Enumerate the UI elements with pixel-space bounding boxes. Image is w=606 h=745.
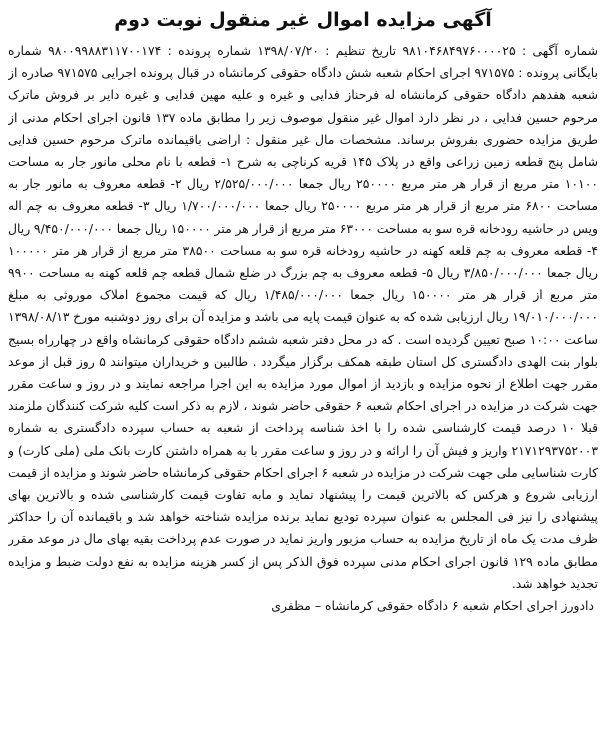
notice-title: آگهی مزایده اموال غیر منقول نوبت دوم <box>114 9 492 31</box>
auction-notice <box>8 6 598 739</box>
notice-body: شماره آگهی : ۹۸۱۰۴۶۸۴۹۷۶۰۰۰۰۲۵ تاریخ تنظیم : ۱۳۹۸/۰۷/۲۰ شماره پرونده : ۹۸۰۰۹۹۸۸۳۱۱۷۰۰۱۷۴ شماره بایگانی پرونده : ۹۷۱۵۷۵ اجرای احکام شعبه شش دادگاه حقوقی کرمانشاه در قبال پرونده اجرایی ۹۷۱۵۷۵ صادره از شعبه هفدهم دادگاه حقوقی کرمانشاه له فرحناز فدایی و غیره و علیه مهین فدایی و غیره دایر بر فروش ماترک مرحوم حسین فدایی ، در نظر دارد اموال غیر منقول موصوف زیر را مطابق ماده ۱۳۷ قانون اجرای احکام مدنی از طریق مزایده حضوری بفروش برساند. مشخصات مال غیر منقول : اراضی باقیمانده ماترک مرحوم حسین فدایی شامل پنج قطعه زمین زراعی واقع در پلاک ۱۴۵ قریه کرناچی به شرح ۱- قطعه با نام محلی مانور جار به مساحت ۱۰۱۰۰ متر مربع از قرار هر متر مربع ۲۵۰۰۰۰ ریال جمعا ۲/۵۲۵/۰۰۰/۰۰۰ ریال ۲- قطعه معروف به مانور جار به مساحت ۶۸۰۰ متر مربع از قرار هر متر مربع ۲۵۰۰۰۰ ریال جمعا ۱/۷۰۰/۰۰۰/۰۰۰ ریال ۳- قطعه معروف به چم اله ویس در حاشیه رودخانه قره سو به مساحت ۶۳۰۰۰ متر مربع از قرار هر متر ۱۵۰۰۰۰ ریال جمعا ۹/۴۵۰/۰۰۰/۰۰۰ ریال ۴- قطعه معروف به چم قلعه کهنه در حاشیه رودخانه قره سو به مساحت ۳۸۵۰۰ متر مربع از قرار هر متر ۱۰۰۰۰۰ ریال جمعا ۳/۸۵۰/۰۰۰/۰۰۰ ریال ۵- قطعه معروف به چم بزرگ در ضلع شمال قطعه چم قلعه کهنه به مساحت ۹۹۰۰ متر مربع از قرار هر متر ۱۵۰۰۰۰ ریال جمعا ۱/۴۸۵/۰۰۰/۰۰۰ ریال که قیمت مجموع املاک موروثی به مبلغ ۱۹/۰۱۰/۰۰۰/۰۰۰ ریال ارزیابی شده که به عنوان قیمت پایه می باشد و مزایده آن برای روز دوشنبه مورخ ۱۳۹۸/۰۸/۱۳ ساعت ۱۰:۰۰ صبح تعیین گردیده است . که در محل دفتر شعبه ششم دادگاه حقوقی کرمانشاه واقع در چهارراه بسیج بلوار بنت الهدی دادگستری کل استان طبقه همکف برگزار میگردد . طالبین و خریداران میتوانند ۵ روز قبل از موعد مقرر جهت اطلاع از نحوه مزایده و بازدید از اموال مورد مزایده به این اجرا مراجعه نمایند و در روز و ساعت مقرر جهت شرکت در مزایده در اجرای احکام شعبه ۶ حقوقی حاضر شوند ، لازم به ذکر است کلیه شرکت کنندگان ملزمند قبلا ۱۰ درصد قیمت کارشناسی شده را با اخذ شناسه پرداخت از شعبه به حساب سپرده دادگستری به شماره ۲۱۷۱۲۹۳۷۵۲۰۰۳ واریز و فیش آن را ارائه و در روز و ساعت مقرر با به همراه داشتن کارت بانک ملی (ملی کارت) و کارت شناسایی ملی جهت شرکت در مزایده در شعبه ۶ اجرای احکام حقوقی کرمانشاه حاضر شوند و مزایده از قیمت ارزیابی شروع و هرکس که بالاترین قیمت را پیشنهاد نماید و مابه تفاوت قیمت کارشناسی شده و بالاترین بهای پیشنهادی را نیز فی المجلس به عنوان سپرده تودیع نماید برنده مزایده شناخته خواهد شد و باقیمانده آن را حداکثر ظرف مدت یک ماه از تاریخ مزایده به حساب مزبور واریز نماید در صورت عدم پرداخت بقیه بهای مال در موعد مقرر مطابق ماده ۱۲۹ قانون اجرای احکام مدنی سپرده فوق الذکر پس از کسر هزینه مزایده به نفع دولت ضبط و مزایده تجدید خواهد شد. <box>8 43 598 591</box>
notice-signature: دادورز اجرای احکام شعبه ۶ دادگاه حقوقی کرمانشاه – مظفری <box>271 598 594 614</box>
